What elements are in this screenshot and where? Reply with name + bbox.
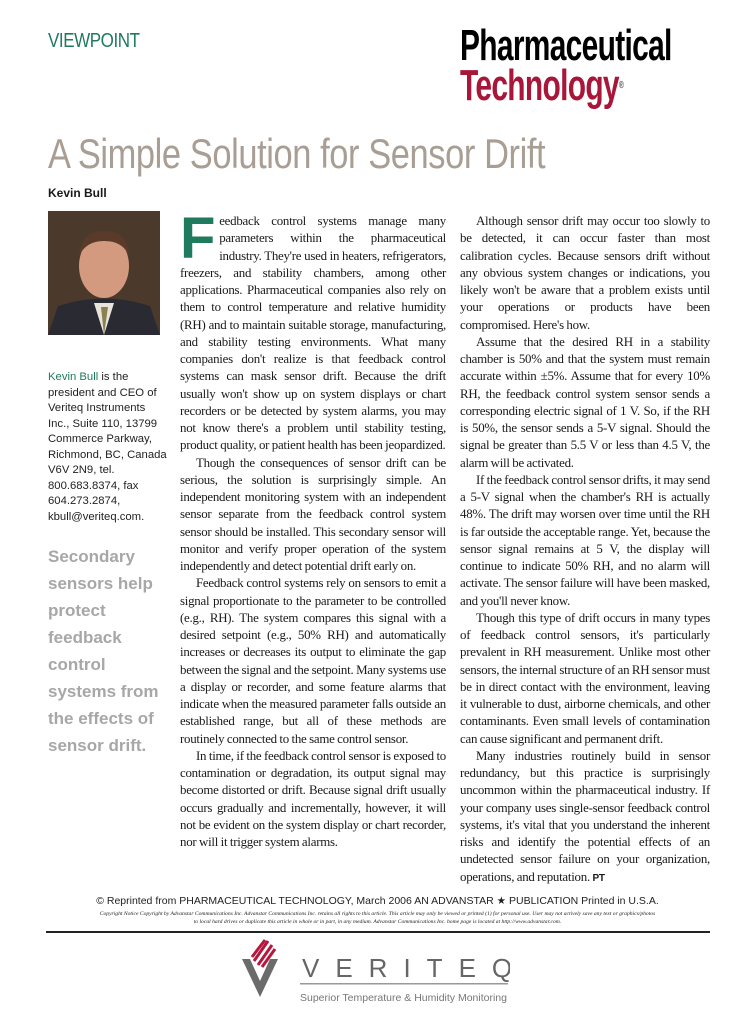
divider	[46, 931, 710, 933]
magazine-logo	[460, 21, 710, 110]
paragraph: Feedback control systems manage many parameters within the pharmaceutical industry. They're used in heaters, refrigerators, freezers, and stability chambers, among other applications. Pharmaceutical companies also rely on them to control temperature and relative humidity (RH) and to maintain suitable storage, manufacturing, and stability testing environments. What many companies don't realize is that feedback control systems can mask sensor drift. Because the drift usually won't show up on system displays or chart recorders or be detected by system alarms, you may not know there's a problem until stability testing, product quality, or patient health has been jeopardized.	[180, 206, 446, 453]
author-byline: Kevin Bull	[48, 186, 107, 200]
drop-cap: F	[180, 206, 216, 271]
section-label: VIEWPOINT	[48, 30, 140, 52]
brand-name: VERITEQ	[302, 952, 510, 983]
paragraph: Many industries routinely build in sensor redundancy, but this practice is surprisingly uncommon within the pharmaceutical industry. If your company uses single-sensor feedback control systems, it's vital that you understand the inherent risks and identify the potential effects of an undetected sensor failure on your organization, operations, and reputation. PT	[460, 748, 710, 884]
paragraph: Although sensor drift may occur too slowly to be detected, it can occur faster than most calibration cycles. Because sensors drift without any obvious system changes or indications, you likely won't be aware that a problem exists until your operations or products have been compromised. Here's how.	[460, 214, 710, 332]
paragraph: Feedback control systems rely on sensors to emit a signal proportionate to the parameter to be controlled (e.g., RH). The system compares this signal with a desired setpoint (e.g., 50% RH) and automatically increases or decreases its output to eliminate the gap between the signal and the setpoint. Many systems use a display or recorder, and some feature alarms that indicate when the measured parameter falls outside an established range, but all of these methods are routinely connected to the same control sensor.	[180, 576, 446, 746]
paragraph: In time, if the feedback control sensor is exposed to contamination or degradation, its output signal may become distorted or drift. Because signal drift usually occurs gradually and incrementally, however, it will not be evident on the system display or chart recorder, nor will it trigger system alarms.	[180, 748, 446, 849]
veriteq-v-icon	[240, 939, 510, 1009]
sidebar	[48, 211, 168, 759]
logo-line-1: Pharmaceutical	[460, 21, 672, 70]
veriteq-logo	[240, 939, 510, 1009]
end-mark: PT	[592, 872, 605, 884]
tagline: Superior Temperature & Humidity Monitoring	[300, 991, 507, 1004]
reprint-line: © Reprinted from PHARMACEUTICAL TECHNOLOGY, March 2006 AN ADVANSTAR ★ PUBLICATION Printed in U.S.A.	[96, 894, 659, 907]
logo-line-2: Technology®	[460, 61, 624, 110]
paragraph: Assume that the desired RH in a stability chamber is 50% and that the system must remain accurate within ±5%. Assume that for every 10% RH, the feedback control system sensor sends a corresponding electric signal of 1 V. So, if the RH is 50%, the sensor sends a 5-V signal. Should the signal be greater than 5.5 V or less than 4.5 V, the alarm will be activated.	[460, 334, 710, 470]
footer	[0, 894, 755, 1009]
article-title: A Simple Solution for Sensor Drift	[48, 130, 546, 177]
paragraph: Though this type of drift occurs in many types of feedback control sensors, it's particularly prevalent in RH measurement. Unlike most other sensors, the internal structure of an RH sensor must be in direct contact with the environment, leaving it vulnerable to dust, airborne chemicals, and other contaminants. Even small levels of contamination can cause significant and permanent drift.	[460, 610, 710, 746]
article-column-1	[180, 206, 446, 851]
article-column-2	[460, 213, 710, 886]
copyright-notice: Copyright Notice Copyright by Advanstar Communications Inc. Advanstar Communications Inc. retains all rights to this article. This article may only be viewed or printed (1) for personal use. User may not actively save any text or graphics/photos to local hard drives or duplicate this article in whole or in part, in any medium. Advanstar Communications Inc. home page is located at http://www.advanstar.com.	[99, 910, 656, 925]
paragraph: Though the consequences of sensor drift can be serious, the solution is surprisingly simple. An independent monitoring system with an independent sensor separate from the feedback control system sensor should be installed. This secondary sensor will monitor and verify proper operation of the system independently and detect potential drift early on.	[180, 455, 446, 573]
author-photo	[48, 211, 160, 335]
paragraph: If the feedback control sensor drifts, it may send a 5-V signal when the chamber's RH is actually 48%. The drift may worsen over time until the RH is far outside the acceptable range. Yet, because the sensor signal remains at 5 V, the display will continue to indicate 50% RH, and no alarm will activate. The sensor failure will have been masked, and you'll never know.	[460, 472, 710, 608]
author-bio: Kevin Bull is the president and CEO of Veriteq Instruments Inc., Suite 110, 13799 Commerce Parkway, Richmond, BC, Canada V6V 2N9, tel. 800.683.8374, fax 604.273.2874, kbull@veriteq.com.	[48, 371, 167, 523]
pull-quote: Secondary sensors help protect feedback control systems from the effects of sensor drift.	[48, 547, 159, 755]
